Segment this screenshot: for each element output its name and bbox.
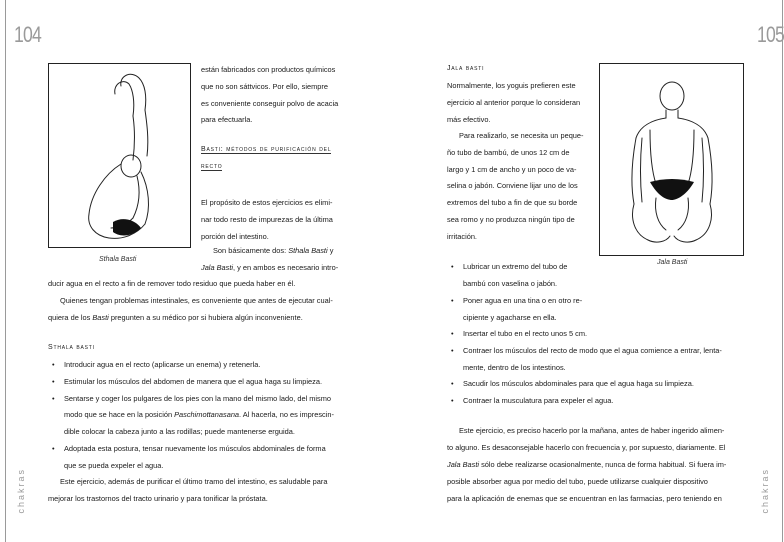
text-line: selina o jabón. Conviene lijar uno de los	[447, 181, 578, 191]
text-line: extremos del tubo a fin de que su borde	[447, 198, 578, 208]
subheading-jala-basti: Jala basti	[447, 65, 485, 72]
text-fragment: Son básicamente dos:	[213, 246, 289, 255]
left-paragraph-2-line2	[201, 260, 338, 277]
term-basti: Basti	[92, 313, 109, 322]
left-paragraph-2-line1	[213, 243, 333, 260]
heading-line: Basti: métodos de purificación del	[201, 146, 332, 153]
running-head-left: chakras	[16, 468, 26, 514]
text-line: ejercicio al anterior porque lo consideran	[447, 97, 581, 107]
text-line: ño tubo de bambú, de unos 12 cm de	[447, 147, 570, 157]
left-closing-line1: Este ejercicio, además de purificar el último tramo del intestino, es saludable para	[60, 477, 328, 486]
right-bullet1-line2: bambú con vaselina o jabón.	[463, 279, 558, 288]
page-number-left: 104	[14, 22, 41, 47]
text-fragment: y	[327, 246, 334, 255]
text-line: Para realizarlo, se necesita un peque-	[459, 131, 584, 140]
term-paschimottanasana: Paschimottanasana	[174, 410, 240, 419]
left-paragraph-1	[201, 195, 333, 245]
page-number-right: 105	[757, 22, 784, 47]
text-line: es conveniente conseguir polvo de acacia	[201, 98, 339, 108]
left-closing-line2: mejorar los trastornos del tracto urinario y para tonificar la próstata.	[48, 494, 268, 503]
term-sthala-basti: Sthala Basti	[288, 246, 328, 255]
text-line: están fabricados con productos químicos	[201, 65, 336, 74]
list-item: • Lubricar un extremo del tubo de	[449, 259, 567, 276]
left-intro-text	[201, 62, 343, 129]
right-closing-line3	[447, 457, 726, 474]
list-item: • Sentarse y coger los pulgares de los pies con la mano del mismo lado, del mismo	[50, 391, 331, 408]
left-margin-rule	[5, 0, 6, 542]
right-steps-list	[449, 259, 567, 276]
list-item: • Introducir agua en el recto (aplicarse un enema) y retenerla.	[50, 357, 331, 374]
text-fragment: sólo debe realizarse ocasionalmente, nunca de forma habitual. Si fuera im-	[479, 460, 727, 469]
right-closing-line2: to alguno. Es desaconsejable hacerlo con frecuencia y, por supuesto, diariamente. El	[447, 443, 726, 452]
list-item: • Adoptada esta postura, tensar nuevamente los músculos abdominales de forma	[50, 441, 326, 458]
text-line: que no son sáttvicos. Por ello, siempre	[201, 81, 328, 91]
list-item: • Sacudir los músculos abdominales para que el agua haga su limpieza.	[449, 376, 694, 393]
figure-caption-left: Sthala Basti	[99, 256, 137, 263]
text-line: largo y 1 cm de ancho y un poco de va-	[447, 164, 577, 174]
illustration-sthala-basti	[48, 63, 191, 248]
list-item: • Contraer los músculos del recto de modo que el agua comience a entrar, lenta-	[449, 343, 722, 360]
text-line: nar todo resto de impurezas de la última	[201, 214, 333, 224]
figure-caption-right: Jala Basti	[657, 259, 688, 266]
left-paragraph-3-line1: Quienes tengan problemas intestinales, es conveniente que antes de ejecutar cual-	[60, 296, 333, 305]
left-paragraph-2-line3: ducir agua en el recto a fin de remover todo residuo que pueda haber en él.	[48, 279, 296, 288]
list-item: • Poner agua en una tina o en otro re-	[449, 293, 582, 310]
text-line: irritación.	[447, 231, 477, 241]
right-intro-text	[447, 78, 580, 128]
right-paragraph	[447, 128, 583, 246]
running-head-right: chakras	[760, 468, 770, 514]
list-item: • Insertar el tubo en el recto unos 5 cm.	[449, 326, 722, 343]
text-line: sea romo y no produzca ningún tipo de	[447, 214, 575, 224]
subheading-sthala-basti: Sthala basti	[48, 344, 95, 351]
text-line: más efectivo.	[447, 114, 491, 124]
illustration-jala-basti	[599, 63, 744, 256]
right-steps-list-3	[449, 326, 722, 360]
left-steps-list	[50, 357, 331, 407]
text-fragment: . Al hacerla, no es imprescin-	[239, 410, 334, 419]
sthala-basti-drawing	[49, 64, 190, 247]
right-steps-list-2	[449, 293, 582, 310]
right-margin-rule	[782, 0, 783, 542]
left-steps-list-cont	[50, 441, 326, 458]
term-jala-basti: Jala Basti	[447, 460, 480, 469]
text-line: Normalmente, los yoguis prefieren este	[447, 81, 576, 90]
left-bullet4-line2: que se pueda expeler el agua.	[64, 461, 164, 470]
list-item: • Contraer la musculatura para expeler el agua.	[449, 393, 694, 410]
left-paragraph-3-line2	[48, 310, 303, 327]
section-heading-basti-cont	[201, 163, 222, 170]
term-jala-basti: Jala Basti	[201, 263, 234, 272]
text-line: porción del intestino.	[201, 231, 269, 241]
text-line: para efectuarla.	[201, 115, 253, 125]
left-bullet3-line3: dible colocar la cabeza junto a las rodillas; puede mantenerse erguida.	[64, 427, 295, 436]
text-fragment: modo que se hace en la posición	[64, 410, 175, 419]
list-item: • Estimular los músculos del abdomen de manera que el agua haga su limpieza.	[50, 374, 331, 391]
right-closing-line1: Este ejercicio, es preciso hacerlo por la mañana, antes de haber ingerido alimen-	[459, 426, 725, 435]
section-heading-basti	[201, 146, 331, 153]
right-bullet2-line2: cipiente y agacharse en ella.	[463, 313, 557, 322]
heading-line: recto	[201, 163, 223, 170]
left-bullet3-line2	[64, 407, 334, 424]
right-bullet4-line2: mente, dentro de los intestinos.	[463, 363, 566, 372]
text-fragment: , y en ambos es necesario intro-	[233, 263, 339, 272]
right-steps-list-4	[449, 376, 694, 410]
text-fragment: pregunten a su médico por si hubiera algún inconveniente.	[108, 313, 303, 322]
text-fragment: quiera de los	[48, 313, 93, 322]
jala-basti-drawing	[600, 64, 743, 255]
text-line: El propósito de estos ejercicios es elimi-	[201, 198, 333, 207]
right-closing-line4: posible absorber agua por medio del tubo, puede utilizarse cualquier dispositivo	[447, 477, 708, 486]
right-closing-line5: para la aplicación de enemas que se encuentran en las farmacias, pero teniendo en	[447, 494, 722, 503]
